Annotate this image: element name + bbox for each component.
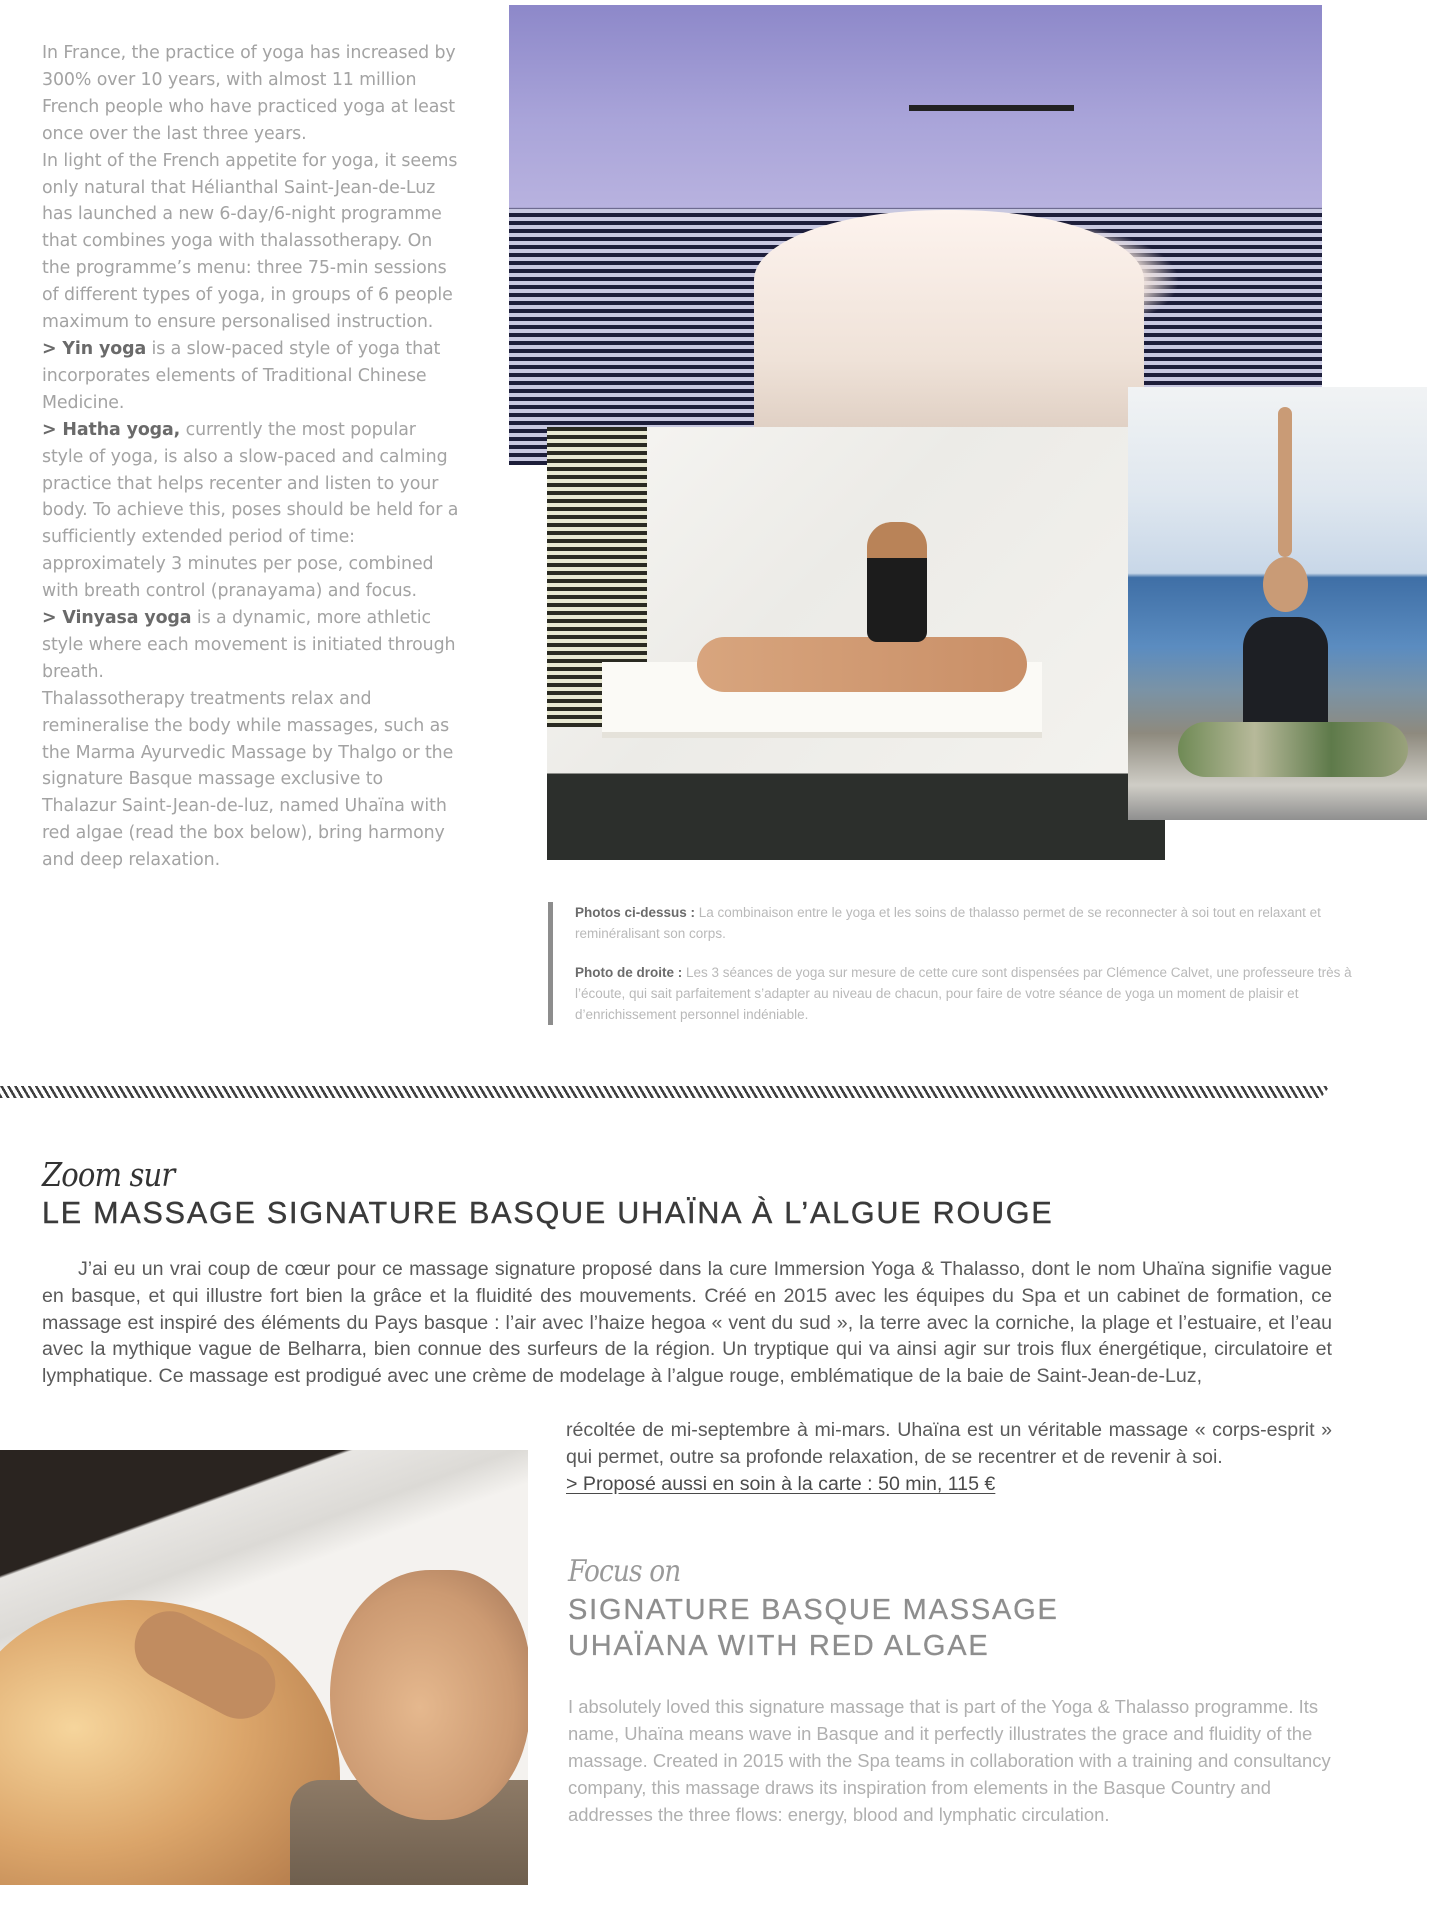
- vinyasa-yoga-text: is a dynamic, more athletic style where each movement is initiated through breath.: [42, 608, 456, 682]
- yoga-photo: [1128, 387, 1427, 820]
- hatha-yoga-text: currently the most popular style of yoga, is also a slow-paced and calming practice that helps recenter and listen to your body. To achieve this, poses should be held for a sufficiently extended period of time: approximately 3 minutes per pose, combined with breath control (pranayama) and focus.: [42, 419, 459, 602]
- shelf-shape: [909, 105, 1074, 111]
- head-shape: [1263, 557, 1308, 612]
- intro-paragraph: Thalassotherapy treatments relax and remineralise the body while massages, such as the Marma Ayurvedic Massage by Thalgo or the signature Basque massage exclusive to Thalazur Saint-Jean-de-luz, named Uhaïna with red algae (read the box below), bring harmony and deep relaxation.: [42, 688, 454, 871]
- face-shape: [330, 1570, 528, 1820]
- yin-yoga-text: is a slow-paced style of yoga that incorporates elements of Traditional Chinese Medicine.: [42, 338, 441, 413]
- article-text-fr-cont: récoltée de mi-septembre à mi-mars. Uhaïna est un véritable massage « corps-esprit » qui permet, outre sa profonde relaxation, de se recentrer et de revenir à soi.: [566, 1419, 1332, 1468]
- article-body-en: I absolutely loved this signature massage that is part of the Yoga & Thalasso programme. Its name, Uhaïna means wave in Basque and it perfectly illustrates the grace and fluidity of the massage. Created in 2015 with the Spa teams in collaboration with a training and consultancy company, this massage draws its inspiration from elements in the Basque Country and addresses the three flows: energy, blood and lymphatic circulation.: [568, 1696, 1331, 1826]
- photo-caption: [548, 902, 1358, 1025]
- article-text-fr: J’ai eu un vrai coup de cœur pour ce massage signature proposé dans la cure Immersion Yoga & Thalasso, dont le nom Uhaïna signifie vague en basque, et qui illustre fort bien la grâce et la fluidité des mouvements. Créé en 2015 avec les équipes du Spa et un cabinet de formation, ce massage est inspiré des éléments du Pays basque : l’air avec l’haize hegoa « vent du sud », la terre avec la corniche, la plage et l’estuaire, et l’eau avec la mythique vague de Belharra, bien connue des surfeurs de la région. Un tryptique qui va ainsi agir sur trois flux énergétique, circulatoire et lymphatique. Ce massage est prodigué avec une crème de modelage à l’algue rouge, emblématique de la baie de Saint-Jean-de-Luz,: [42, 1258, 1332, 1388]
- section-title-en: [568, 1592, 1168, 1664]
- intro-paragraph: In light of the French appetite for yoga, it seems only natural that Hélianthal Saint-Jean-de-Luz has launched a new 6-day/6-night programme that combines yoga with thalassotherapy. On the programme’s menu: three 75-min sessions of different types of yoga, in groups of 6 people maximum to ensure personalised instruction.: [42, 150, 458, 333]
- raised-arms-shape: [1278, 407, 1292, 557]
- vinyasa-yoga-label: > Vinyasa yoga: [42, 608, 192, 629]
- massage-table-photo: [547, 427, 1165, 860]
- yin-yoga-label: > Yin yoga: [42, 338, 147, 359]
- hatched-divider: [0, 1086, 1330, 1098]
- section-kicker-en: Focus on: [568, 1554, 681, 1589]
- section-title-fr: LE MASSAGE SIGNATURE BASQUE UHAÏNA À L’ALGUE ROUGE: [42, 1196, 1054, 1230]
- therapist-shape: [867, 522, 927, 642]
- caption-photos-above: [575, 902, 1358, 944]
- caption-text: La combinaison entre le yoga et les soins de thalasso permet de se reconnecter à soi tout en relaxant et reminéralisant son corps.: [575, 905, 1321, 941]
- intro-vinyasa-yoga: [42, 605, 462, 686]
- section-title-en-line1: SIGNATURE BASQUE MASSAGE: [568, 1594, 1059, 1626]
- intro-paragraph: In France, the practice of yoga has increased by 300% over 10 years, with almost 11 million French people who have practiced yoga at least once over the last three years.: [42, 43, 456, 144]
- section-kicker-fr: Zoom sur: [42, 1155, 175, 1194]
- caption-text: Les 3 séances de yoga sur mesure de cette cure sont dispensées par Clémence Calvet, une professeure très à l’écoute, qui sait parfaitement s’adapter au niveau de chacun, pour faire de votre séance de yoga un moment de plaisir et d’enrichissement personnel indéniable.: [575, 965, 1352, 1022]
- crossed-legs-shape: [1178, 722, 1408, 777]
- caption-label: Photos ci-dessus :: [575, 905, 696, 920]
- client-body-shape: [697, 637, 1027, 692]
- section-title-en-line2: UHAÏANA WITH RED ALGAE: [568, 1630, 990, 1662]
- caption-photo-right: [575, 962, 1358, 1025]
- article-body-fr: [42, 1256, 1332, 1390]
- price-link[interactable]: > Proposé aussi en soin à la carte : 50 min, 115 €: [566, 1472, 996, 1495]
- intro-hatha-yoga: [42, 417, 462, 605]
- hatha-yoga-label: > Hatha yoga,: [42, 419, 181, 440]
- bathtub-shape: [754, 210, 1144, 460]
- article-body-fr-continued: [566, 1417, 1332, 1497]
- intro-yin-yoga: [42, 336, 462, 417]
- shoulder-massage-photo: [0, 1450, 528, 1885]
- intro-column: [42, 40, 462, 874]
- caption-label: Photo de droite :: [575, 965, 683, 980]
